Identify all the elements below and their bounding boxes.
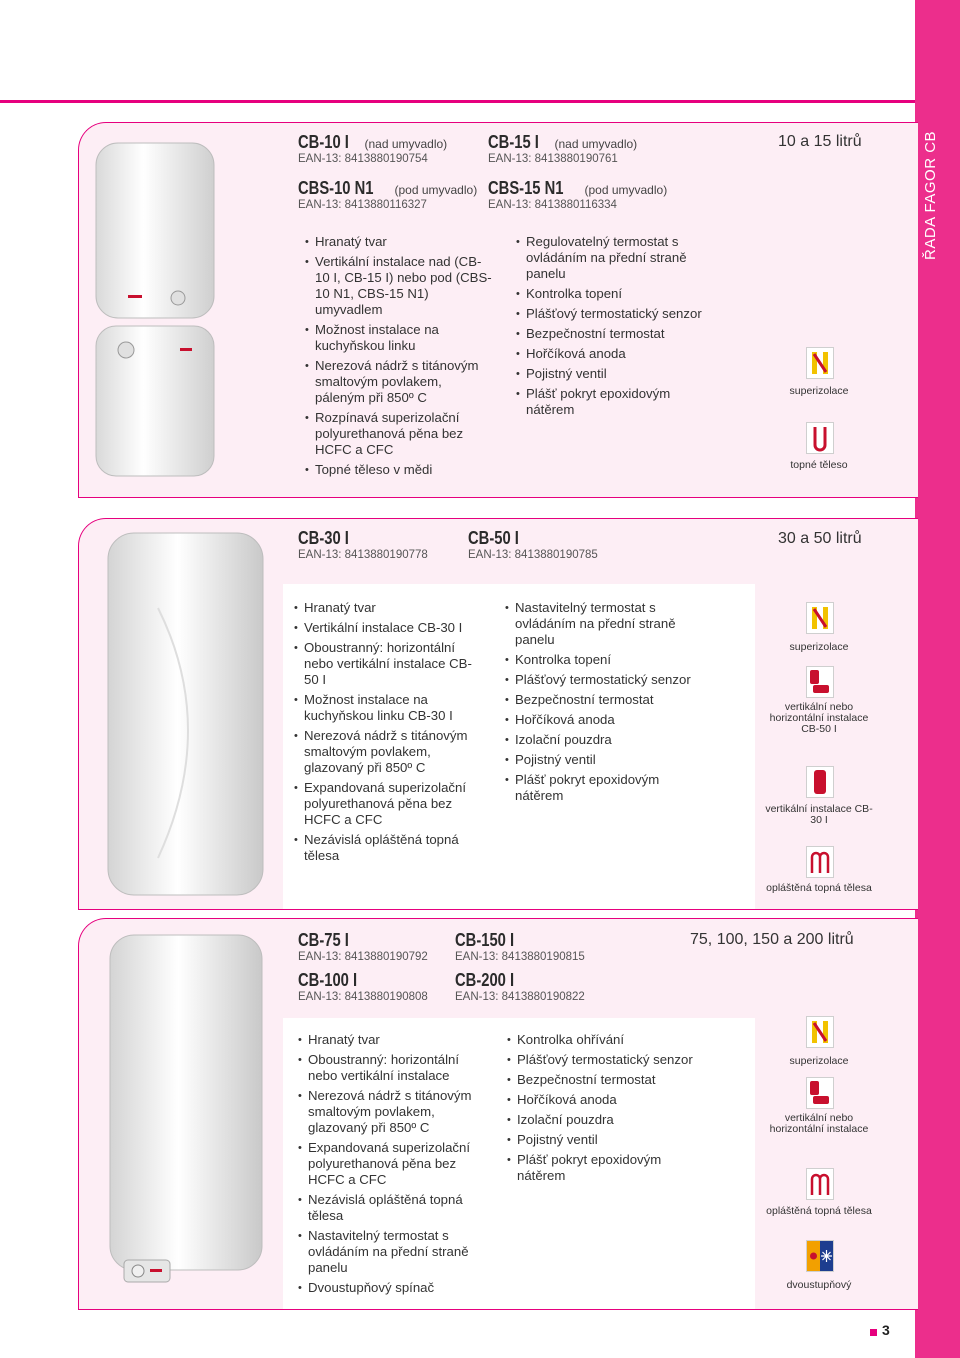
list-item: • Kontrolka topení	[516, 286, 706, 302]
model-cb100: CB-100 I EAN-13: 8413880190808	[298, 970, 428, 1003]
sidebar-title-text: ŘADA FAGOR CB	[922, 130, 939, 260]
icon-label: dvoustupňový	[786, 1279, 852, 1291]
list-item: • Izolační pouzdra	[505, 732, 695, 748]
icon-label: superizolace	[789, 385, 849, 397]
feature-list-left	[294, 600, 484, 868]
model-cb30: CB-30 I EAN-13: 8413880190778	[298, 528, 428, 561]
icon-label: opláštěná topná tělesa	[766, 882, 872, 894]
list-item: • Nastavitelný termostat s ovládáním na přední straně panelu	[298, 1228, 488, 1276]
list-item: • Nerezová nádrž s titánovým smaltovým povlakem, glazovaný při 850º C	[298, 1088, 488, 1136]
feature-list-right	[516, 234, 706, 422]
model-cbs10: CBS-10 N1 (pod umyvadlo) EAN-13: 8413880116327	[298, 178, 478, 211]
list-item: • Rozpínavá superizolační polyurethanová pěna bez HCFC a CFC	[305, 410, 495, 458]
list-item: • Dvoustupňový spínač	[298, 1280, 488, 1296]
list-item: • Plášťový termostatický senzor	[507, 1052, 697, 1068]
icon-label: superizolace	[789, 641, 849, 653]
list-item: • Expandovaná superizolační polyurethanová pěna bez HCFC a CFC	[294, 780, 484, 828]
list-item: • Možnost instalace na kuchyňskou linku CB-30 I	[294, 692, 484, 724]
vertikalni-horizontalni-icon	[806, 1077, 834, 1109]
list-item: • Nerezová nádrž s titánovým smaltovým povlakem, páleným při 850º C	[305, 358, 495, 406]
oplastena-topna-telesa-icon	[806, 1168, 834, 1200]
capacity-label: 10 a 15 litrů	[778, 133, 862, 150]
list-item: • Hořčíková anoda	[516, 346, 706, 362]
list-item: • Plášť pokryt epoxidovým nátěrem	[516, 386, 706, 418]
list-item: • Nezávislá opláštěná topná tělesa	[294, 832, 484, 864]
list-item: • Plášť pokryt epoxidovým nátěrem	[505, 772, 695, 804]
model-cb200: CB-200 I EAN-13: 8413880190822	[455, 970, 585, 1003]
list-item: • Bezpečnostní termostat	[505, 692, 695, 708]
list-item: • Hořčíková anoda	[507, 1092, 697, 1108]
dvoustupnovy-icon	[806, 1240, 834, 1272]
icon-label: topné těleso	[790, 459, 848, 471]
list-item: • Bezpečnostní termostat	[507, 1072, 697, 1088]
model-cb150: CB-150 I EAN-13: 8413880190815	[455, 930, 585, 963]
feature-list-right	[505, 600, 695, 808]
list-item: • Hranatý tvar	[294, 600, 484, 616]
list-item: • Možnost instalace na kuchyňskou linku	[305, 322, 495, 354]
page-number-marker	[870, 1329, 877, 1336]
icon-label: superizolace	[789, 1055, 849, 1067]
superizolace-icon	[806, 1016, 834, 1048]
page-number: 3	[882, 1322, 890, 1338]
list-item: • Nezávislá opláštěná topná tělesa	[298, 1192, 488, 1224]
list-item: • Expandovaná superizolační polyurethanová pěna bez HCFC a CFC	[298, 1140, 488, 1188]
model-cb15: CB-15 I (nad umyvadlo) EAN-13: 8413880190761	[488, 132, 638, 165]
list-item: • Pojistný ventil	[516, 366, 706, 382]
list-item: • Kontrolka topení	[505, 652, 695, 668]
list-item: • Hranatý tvar	[298, 1032, 488, 1048]
top-accent-line	[0, 100, 920, 103]
list-item: • Hořčíková anoda	[505, 712, 695, 728]
capacity-label: 30 a 50 litrů	[778, 530, 862, 547]
list-item: • Nastavitelný termostat s ovládáním na přední straně panelu	[505, 600, 695, 648]
capacity-label: 75, 100, 150 a 200 litrů	[690, 931, 854, 948]
model-cbs15: CBS-15 N1 (pod umyvadlo) EAN-13: 8413880116334	[488, 178, 668, 211]
feature-list-left	[305, 234, 495, 482]
list-item: • Oboustranný: horizontální nebo vertikální instalace CB-50 I	[294, 640, 484, 688]
water-heater-medium-image	[98, 528, 273, 903]
list-item: • Topné těleso v mědi	[305, 462, 495, 478]
list-item: • Pojistný ventil	[507, 1132, 697, 1148]
list-item: • Hranatý tvar	[305, 234, 495, 250]
model-cb75: CB-75 I EAN-13: 8413880190792	[298, 930, 428, 963]
vertikalni-icon	[806, 766, 834, 798]
icon-label: vertikální instalace CB-30 I	[765, 803, 873, 826]
model-cb50: CB-50 I EAN-13: 8413880190785	[468, 528, 598, 561]
water-heater-small-image	[88, 138, 223, 483]
model-cb10: CB-10 I (nad umyvadlo) EAN-13: 8413880190754	[298, 132, 448, 165]
list-item: • Plášťový termostatický senzor	[516, 306, 706, 322]
water-heater-large-image	[102, 930, 272, 1290]
list-item: • Oboustranný: horizontální nebo vertikální instalace	[298, 1052, 488, 1084]
superizolace-icon	[806, 347, 834, 379]
list-item: • Bezpečnostní termostat	[516, 326, 706, 342]
list-item: • Nerezová nádrž s titánovým smaltovým povlakem, glazovaný při 850º C	[294, 728, 484, 776]
oplastena-topna-telesa-icon	[806, 846, 834, 878]
list-item: • Vertikální instalace nad (CB-10 I, CB-15 I) nebo pod (CBS-10 N1, CBS-15 N1) umyvadlem	[305, 254, 495, 318]
icon-label: vertikální nebo horizontální instalace	[769, 1112, 869, 1135]
list-item: • Regulovatelný termostat s ovládáním na přední straně panelu	[516, 234, 706, 282]
feature-list-right	[507, 1032, 697, 1188]
feature-list-left	[298, 1032, 488, 1300]
list-item: • Izolační pouzdra	[507, 1112, 697, 1128]
topne-teleso-icon	[806, 422, 834, 454]
icon-label: opláštěná topná tělesa	[766, 1205, 872, 1217]
icon-label: vertikální nebo horizontální instalace CB-50 I	[769, 701, 869, 735]
list-item: • Kontrolka ohřívání	[507, 1032, 697, 1048]
superizolace-icon	[806, 602, 834, 634]
list-item: • Pojistný ventil	[505, 752, 695, 768]
vertikalni-horizontalni-icon	[806, 666, 834, 698]
list-item: • Vertikální instalace CB-30 I	[294, 620, 484, 636]
list-item: • Plášť pokryt epoxidovým nátěrem	[507, 1152, 697, 1184]
list-item: • Plášťový termostatický senzor	[505, 672, 695, 688]
